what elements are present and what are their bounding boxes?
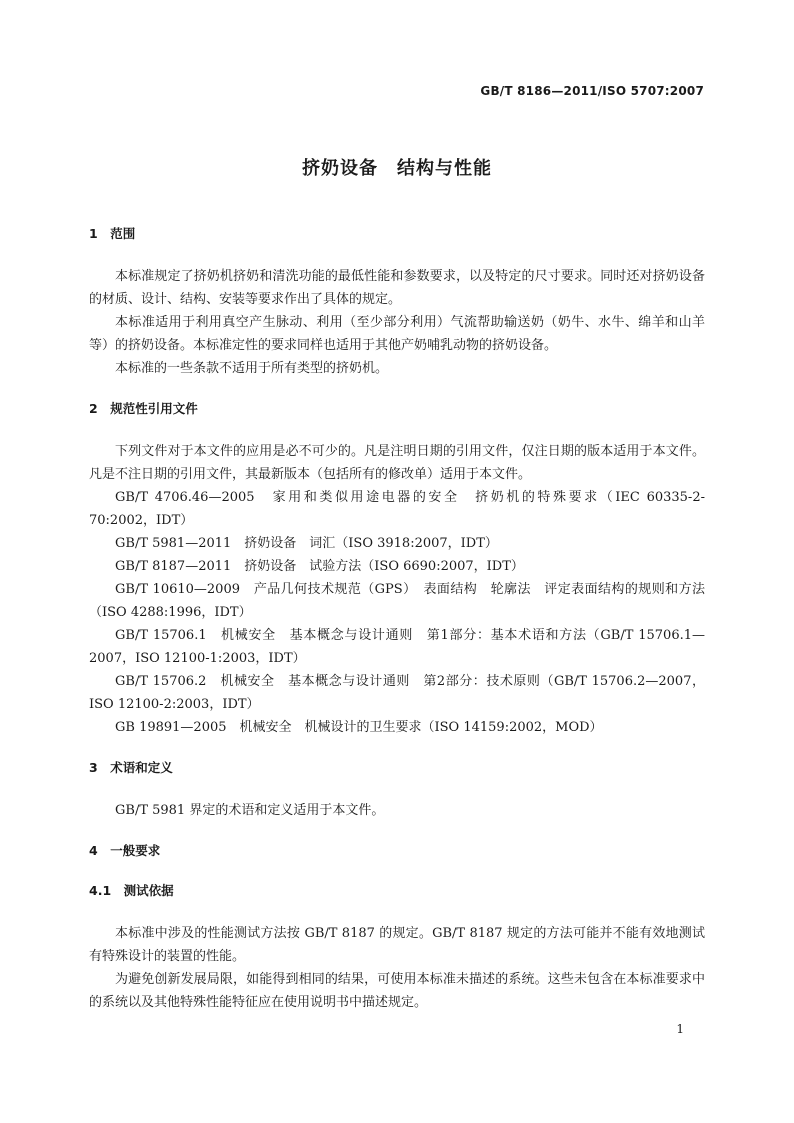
paragraph: 本标准中涉及的性能测试方法按 GB/T 8187 的规定。GB/T 8187 规定的方法可能并不能有效地测试有特殊设计的装置的性能。 xyxy=(89,926,705,964)
paragraph: 本标准适用于利用真空产生脉动、利用（至少部分利用）气流帮助输送奶（奶牛、水牛、绵羊和山羊等）的挤奶设备。本标准定性的要求同样也适用于其他产奶哺乳动物的挤奶设备。 xyxy=(89,315,705,353)
paragraph: GB/T 5981 界定的术语和定义适用于本文件。 xyxy=(115,803,385,818)
subsection-heading-test-basis: 4.1 测试依据 xyxy=(89,883,174,898)
paragraph: 下列文件对于本文件的应用是必不可少的。凡是注明日期的引用文件，仅注日期的版本适用于本文件。凡是不注日期的引用文件，其最新版本（包括所有的修改单）适用于本文件。 xyxy=(89,444,705,482)
document-body xyxy=(89,222,705,1014)
reference-item: GB 19891—2005 机械安全 机械设计的卫生要求（ISO 14159:2002，MOD） xyxy=(115,720,603,735)
section-heading-scope: 1 范围 xyxy=(89,226,136,241)
reference-item: GB/T 8187—2011 挤奶设备 试验方法（ISO 6690:2007，IDT） xyxy=(115,559,524,574)
reference-item: GB/T 10610—2009 产品几何技术规范（GPS） 表面结构 轮廓法 评定表面结构的规则和方法（ISO 4288:1996，IDT） xyxy=(89,582,705,620)
standard-code: GB/T 8186—2011/ISO 5707:2007 xyxy=(480,84,704,98)
section-heading-normative-references: 2 规范性引用文件 xyxy=(89,401,198,416)
section-heading-general-requirements: 4 一般要求 xyxy=(89,843,161,858)
paragraph: 本标准的一些条款不适用于所有类型的挤奶机。 xyxy=(115,361,389,376)
paragraph: 本标准规定了挤奶机挤奶和清洗功能的最低性能和参数要求，以及特定的尺寸要求。同时还对挤奶设备的材质、设计、结构、安装等要求作出了具体的规定。 xyxy=(89,269,705,307)
section-heading-terms: 3 术语和定义 xyxy=(89,760,173,775)
reference-item: GB/T 5981—2011 挤奶设备 词汇（ISO 3918:2007，IDT） xyxy=(115,536,498,551)
reference-item: GB/T 15706.2 机械安全 基本概念与设计通则 第2部分：技术原则（GB/T 15706.2—2007，ISO 12100-2:2003，IDT） xyxy=(89,674,705,712)
document-title: 挤奶设备 结构与性能 xyxy=(302,158,492,179)
paragraph: 为避免创新发展局限，如能得到相同的结果，可使用本标准未描述的系统。这些未包含在本标准要求中的系统以及其他特殊性能特征应在使用说明书中描述规定。 xyxy=(89,972,705,1010)
reference-item: GB/T 15706.1 机械安全 基本概念与设计通则 第1部分：基本术语和方法（GB/T 15706.1—2007，ISO 12100-1:2003，IDT） xyxy=(89,628,705,666)
reference-item: GB/T 4706.46—2005 家用和类似用途电器的安全 挤奶机的特殊要求（IEC 60335-2-70:2002，IDT） xyxy=(89,490,705,528)
page-number: 1 xyxy=(676,1022,684,1036)
